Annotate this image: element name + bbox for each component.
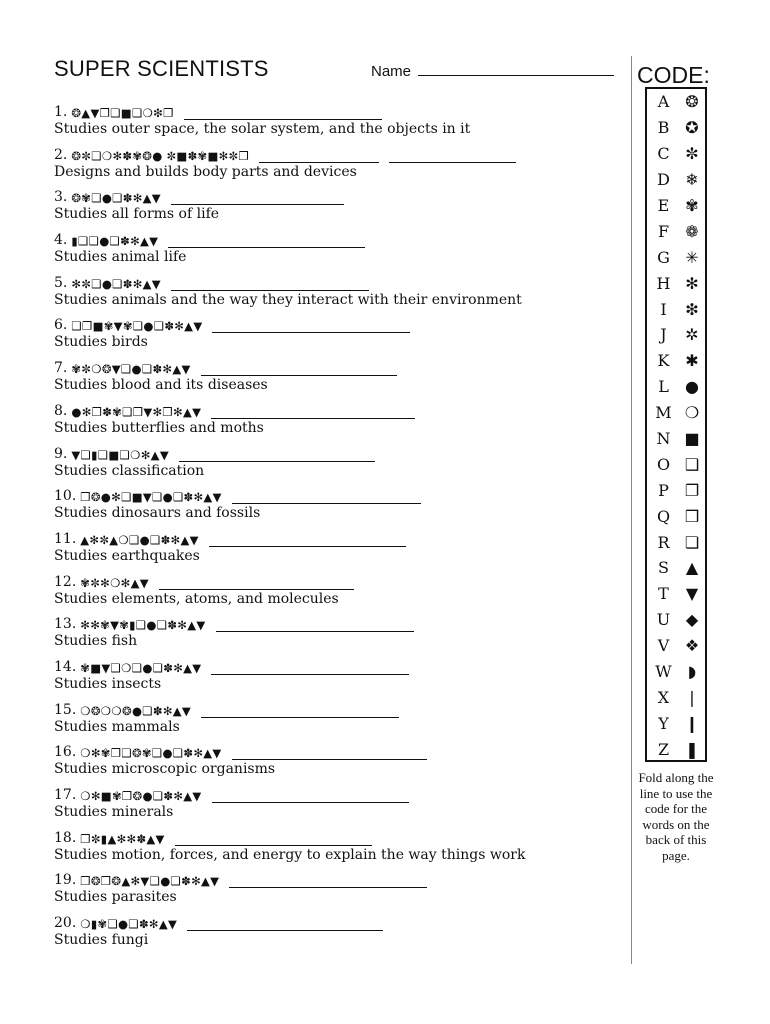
key-symbol-icon: ❚ bbox=[685, 739, 699, 759]
coded-word: ❍✻■✾❐❂●❑✽✻▲▼ bbox=[80, 789, 202, 803]
question-item bbox=[54, 612, 614, 655]
clue-text: Studies blood and its diseases bbox=[54, 377, 268, 394]
clue-text: Studies motion, forces, and energy to explain the way things work bbox=[54, 846, 526, 863]
answer-blank[interactable] bbox=[209, 533, 406, 547]
key-letter: C bbox=[657, 144, 670, 164]
key-symbol-icon: ▼ bbox=[685, 584, 699, 604]
fold-note: Fold along the line to use the code for the words on the back of this page. bbox=[638, 770, 714, 863]
question-item bbox=[54, 570, 614, 613]
clue-text: Studies butterflies and moths bbox=[54, 419, 264, 436]
key-row bbox=[647, 607, 705, 633]
key-symbol-icon: ● bbox=[685, 377, 699, 397]
key-row bbox=[647, 270, 705, 296]
question-row bbox=[54, 313, 614, 333]
key-symbol-icon: ❂ bbox=[685, 92, 699, 112]
question-row bbox=[54, 143, 614, 163]
question-row bbox=[54, 185, 614, 205]
key-symbol-icon: ❙ bbox=[685, 713, 699, 733]
question-item bbox=[54, 911, 614, 954]
name-field bbox=[371, 62, 614, 80]
coded-word: ❐❂●✻❑■▼❑●❑✽✻▲▼ bbox=[80, 490, 222, 505]
coded-word: ✾✼❍❂▼❑●❑✽✻▲▼ bbox=[71, 362, 191, 377]
coded-word: ❑❐■✾▼✾❑●❑✽✻▲▼ bbox=[71, 319, 203, 334]
answer-blank[interactable] bbox=[201, 362, 397, 376]
coded-word: ❂✾❑●❑✽✻▲▼ bbox=[71, 191, 161, 206]
key-symbol-icon: ❑ bbox=[684, 454, 700, 474]
coded-word: ✻✻✾▼✾▮❑●❑✽✻▲▼ bbox=[80, 618, 206, 633]
question-row bbox=[54, 655, 614, 675]
question-item bbox=[54, 100, 614, 143]
clue-text: Studies insects bbox=[54, 675, 162, 692]
clue-text: Studies fungi bbox=[54, 932, 149, 949]
key-symbol-icon: ✪ bbox=[685, 118, 699, 138]
question-item bbox=[54, 783, 614, 826]
key-row bbox=[647, 503, 705, 529]
key-row bbox=[647, 426, 705, 452]
coded-word: ▲✻✼▲❍❑●❑✽✻▲▼ bbox=[80, 532, 199, 547]
key-letter: F bbox=[657, 221, 670, 241]
key-row bbox=[647, 710, 705, 736]
key-symbol-icon: ▲ bbox=[685, 558, 699, 578]
answer-blank[interactable] bbox=[216, 618, 414, 632]
question-item bbox=[54, 356, 614, 399]
key-letter: A bbox=[657, 92, 670, 112]
key-letter: X bbox=[657, 687, 670, 707]
question-row bbox=[54, 527, 614, 547]
coded-word: ❍❂❍❍❂●❑✽✻▲▼ bbox=[80, 703, 192, 718]
clue-text: Studies earthquakes bbox=[54, 547, 200, 564]
question-item bbox=[54, 271, 614, 314]
key-row bbox=[647, 477, 705, 503]
key-letter: Q bbox=[656, 506, 671, 526]
key-row bbox=[647, 736, 705, 762]
coded-word: ❂✼❑❍✻✽✾❂● ✼■✽✾■✻✼❐ bbox=[71, 148, 250, 163]
key-symbol-icon: ❇ bbox=[685, 299, 699, 319]
question-row bbox=[54, 826, 614, 846]
key-symbol-icon: ❄ bbox=[685, 170, 699, 190]
question-item bbox=[54, 698, 614, 741]
key-letter: N bbox=[656, 429, 671, 449]
key-row bbox=[647, 451, 705, 477]
coded-word: ❍▮✾❑●❑✽✻▲▼ bbox=[80, 917, 178, 932]
answer-blank[interactable] bbox=[159, 576, 354, 590]
key-row bbox=[647, 193, 705, 219]
question-item bbox=[54, 228, 614, 271]
key-symbol-icon: ✻ bbox=[685, 273, 699, 293]
clue-text: Studies parasites bbox=[54, 889, 177, 906]
question-row bbox=[54, 740, 614, 760]
coded-word: ▮❑❑●❑✽✻▲▼ bbox=[71, 234, 159, 249]
question-number: 19. bbox=[54, 872, 77, 889]
question-row bbox=[54, 100, 614, 120]
question-number: 13. bbox=[54, 616, 77, 633]
key-letter: R bbox=[657, 532, 670, 552]
key-row bbox=[647, 659, 705, 685]
question-number: 1. bbox=[54, 104, 68, 120]
question-row bbox=[54, 399, 614, 419]
answer-blank[interactable] bbox=[229, 874, 427, 888]
clue-text: Studies minerals bbox=[54, 804, 174, 820]
question-number: 15. bbox=[54, 701, 77, 718]
key-symbol-icon: ❘ bbox=[685, 687, 699, 707]
answer-blank[interactable] bbox=[259, 149, 379, 163]
question-number: 3. bbox=[54, 189, 68, 206]
clue-text: Studies all forms of life bbox=[54, 206, 220, 223]
key-letter: T bbox=[658, 584, 669, 604]
key-row bbox=[647, 581, 705, 607]
answer-blank[interactable] bbox=[168, 234, 365, 248]
key-row bbox=[647, 115, 705, 141]
answer-blank[interactable] bbox=[201, 704, 399, 718]
question-row bbox=[54, 868, 614, 888]
key-row bbox=[647, 296, 705, 322]
question-number: 17. bbox=[54, 787, 77, 803]
question-item bbox=[54, 313, 614, 356]
question-row bbox=[54, 442, 614, 462]
key-letter: K bbox=[657, 351, 670, 371]
key-letter: U bbox=[656, 610, 671, 630]
key-row bbox=[647, 89, 705, 115]
clue-text: Studies animal life bbox=[54, 249, 187, 266]
key-letter: E bbox=[657, 196, 670, 215]
clue-text: Studies birds bbox=[54, 334, 148, 351]
key-row bbox=[647, 633, 705, 659]
key-symbol-icon: ❏ bbox=[684, 532, 700, 552]
question-number: 16. bbox=[54, 744, 77, 761]
coded-word: ✾■▼❑❍❑●❑✽✻▲▼ bbox=[80, 660, 202, 675]
question-number: 18. bbox=[54, 829, 77, 846]
question-number: 6. bbox=[54, 317, 68, 334]
key-row bbox=[647, 322, 705, 348]
key-letter: Y bbox=[658, 713, 669, 733]
key-letter: H bbox=[656, 273, 671, 293]
question-item bbox=[54, 484, 614, 527]
key-row bbox=[647, 141, 705, 167]
question-item bbox=[54, 399, 614, 442]
key-symbol-icon: ❍ bbox=[684, 403, 700, 423]
question-item bbox=[54, 527, 614, 570]
key-letter: P bbox=[658, 480, 669, 500]
question-row bbox=[54, 612, 614, 632]
answer-blank[interactable] bbox=[232, 746, 427, 760]
key-symbol-icon: ✾ bbox=[685, 196, 699, 215]
answer-blank[interactable] bbox=[171, 277, 369, 291]
question-list bbox=[54, 100, 614, 954]
key-row bbox=[647, 555, 705, 581]
question-number: 2. bbox=[54, 146, 68, 163]
question-number: 7. bbox=[54, 360, 68, 377]
key-letter: I bbox=[660, 299, 667, 319]
name-label: Name bbox=[371, 63, 412, 80]
answer-blank[interactable] bbox=[175, 832, 372, 846]
question-item bbox=[54, 868, 614, 911]
coded-word: ✻✼❑●❑✽✻▲▼ bbox=[71, 276, 161, 291]
key-letter: S bbox=[658, 558, 669, 578]
question-number: 4. bbox=[54, 232, 68, 249]
key-row bbox=[647, 218, 705, 244]
question-row bbox=[54, 783, 614, 803]
key-symbol-icon: ◗ bbox=[687, 662, 697, 682]
question-row bbox=[54, 356, 614, 376]
answer-blank[interactable] bbox=[212, 319, 410, 333]
coded-word: ❍✻✾❐❑❂✾❑●❑✽✻▲▼ bbox=[80, 746, 222, 761]
question-item bbox=[54, 185, 614, 228]
key-symbol-icon: ✳ bbox=[685, 247, 699, 267]
question-item bbox=[54, 143, 614, 186]
code-key-table bbox=[645, 87, 707, 762]
key-symbol-icon: ■ bbox=[684, 429, 700, 449]
question-item bbox=[54, 826, 614, 869]
code-title: CODE: bbox=[637, 62, 710, 88]
question-number: 10. bbox=[54, 488, 77, 505]
key-symbol-icon: ◆ bbox=[685, 610, 699, 630]
question-row bbox=[54, 271, 614, 291]
key-row bbox=[647, 400, 705, 426]
key-row bbox=[647, 684, 705, 710]
question-number: 9. bbox=[54, 445, 68, 462]
coded-word: ●✻❐✽✾❑❐▼✻❐✻▲▼ bbox=[71, 404, 202, 419]
key-symbol-icon: ✱ bbox=[685, 351, 699, 371]
key-letter: W bbox=[655, 662, 672, 682]
answer-blank[interactable] bbox=[187, 917, 383, 931]
clue-text: Studies elements, atoms, and molecules bbox=[54, 590, 339, 607]
name-blank[interactable] bbox=[418, 62, 614, 76]
key-row bbox=[647, 348, 705, 374]
answer-blank[interactable] bbox=[389, 149, 516, 163]
key-letter: L bbox=[658, 377, 669, 397]
answer-blank[interactable] bbox=[211, 661, 409, 675]
key-row bbox=[647, 374, 705, 400]
key-row bbox=[647, 167, 705, 193]
fold-line bbox=[631, 56, 632, 964]
question-row bbox=[54, 228, 614, 248]
clue-text: Studies outer space, the solar system, and the objects in it bbox=[54, 121, 471, 137]
coded-word: ✾✼✻❍✻▲▼ bbox=[80, 575, 149, 590]
key-letter: V bbox=[657, 636, 670, 656]
question-row bbox=[54, 570, 614, 590]
answer-blank[interactable] bbox=[211, 405, 415, 419]
question-row bbox=[54, 484, 614, 504]
page-title: SUPER SCIENTISTS bbox=[54, 56, 269, 81]
key-letter: D bbox=[657, 170, 670, 190]
clue-text: Designs and builds body parts and devices bbox=[54, 163, 357, 180]
question-number: 12. bbox=[54, 573, 77, 590]
question-item bbox=[54, 655, 614, 698]
clue-text: Studies dinosaurs and fossils bbox=[54, 505, 261, 522]
answer-blank[interactable] bbox=[232, 490, 421, 504]
coded-word: ▼❑▮❑■❑❍✻▲▼ bbox=[71, 447, 169, 462]
clue-text: Studies microscopic organisms bbox=[54, 761, 276, 778]
question-number: 5. bbox=[54, 274, 68, 291]
clue-text: Studies classification bbox=[54, 462, 205, 479]
question-number: 8. bbox=[54, 402, 68, 419]
question-number: 14. bbox=[54, 658, 77, 675]
clue-text: Studies animals and the way they interact with their environment bbox=[54, 291, 522, 308]
answer-blank[interactable] bbox=[179, 448, 375, 462]
answer-blank[interactable] bbox=[212, 789, 409, 803]
coded-word: ❐✼▮▲✻✻✽▲▼ bbox=[80, 831, 165, 846]
question-row bbox=[54, 911, 614, 931]
question-item bbox=[54, 442, 614, 485]
question-number: 20. bbox=[54, 915, 77, 932]
clue-text: Studies fish bbox=[54, 633, 138, 650]
key-letter: Z bbox=[657, 739, 670, 759]
key-letter: M bbox=[655, 403, 672, 423]
key-row bbox=[647, 529, 705, 555]
key-symbol-icon: ✼ bbox=[685, 144, 699, 164]
answer-blank[interactable] bbox=[171, 191, 344, 205]
key-symbol-icon: ❖ bbox=[684, 636, 700, 656]
key-letter: B bbox=[657, 118, 670, 138]
key-symbol-icon: ✲ bbox=[685, 325, 699, 345]
question-number: 11. bbox=[54, 530, 77, 547]
question-row bbox=[54, 698, 614, 718]
key-row bbox=[647, 244, 705, 270]
key-symbol-icon: ❁ bbox=[685, 221, 699, 241]
clue-text: Studies mammals bbox=[54, 718, 180, 735]
coded-word: ❂▲▼❐❑■❑❍❇❐ bbox=[71, 106, 174, 120]
key-symbol-icon: ❒ bbox=[684, 506, 700, 526]
coded-word: ❐❂❐❂▲✻▼❑●❑✽✻▲▼ bbox=[80, 874, 220, 889]
key-symbol-icon: ❐ bbox=[684, 480, 700, 500]
key-letter: J bbox=[660, 325, 667, 345]
key-letter: G bbox=[657, 247, 670, 267]
answer-blank[interactable] bbox=[184, 106, 382, 120]
key-letter: O bbox=[656, 454, 671, 474]
question-item bbox=[54, 740, 614, 783]
